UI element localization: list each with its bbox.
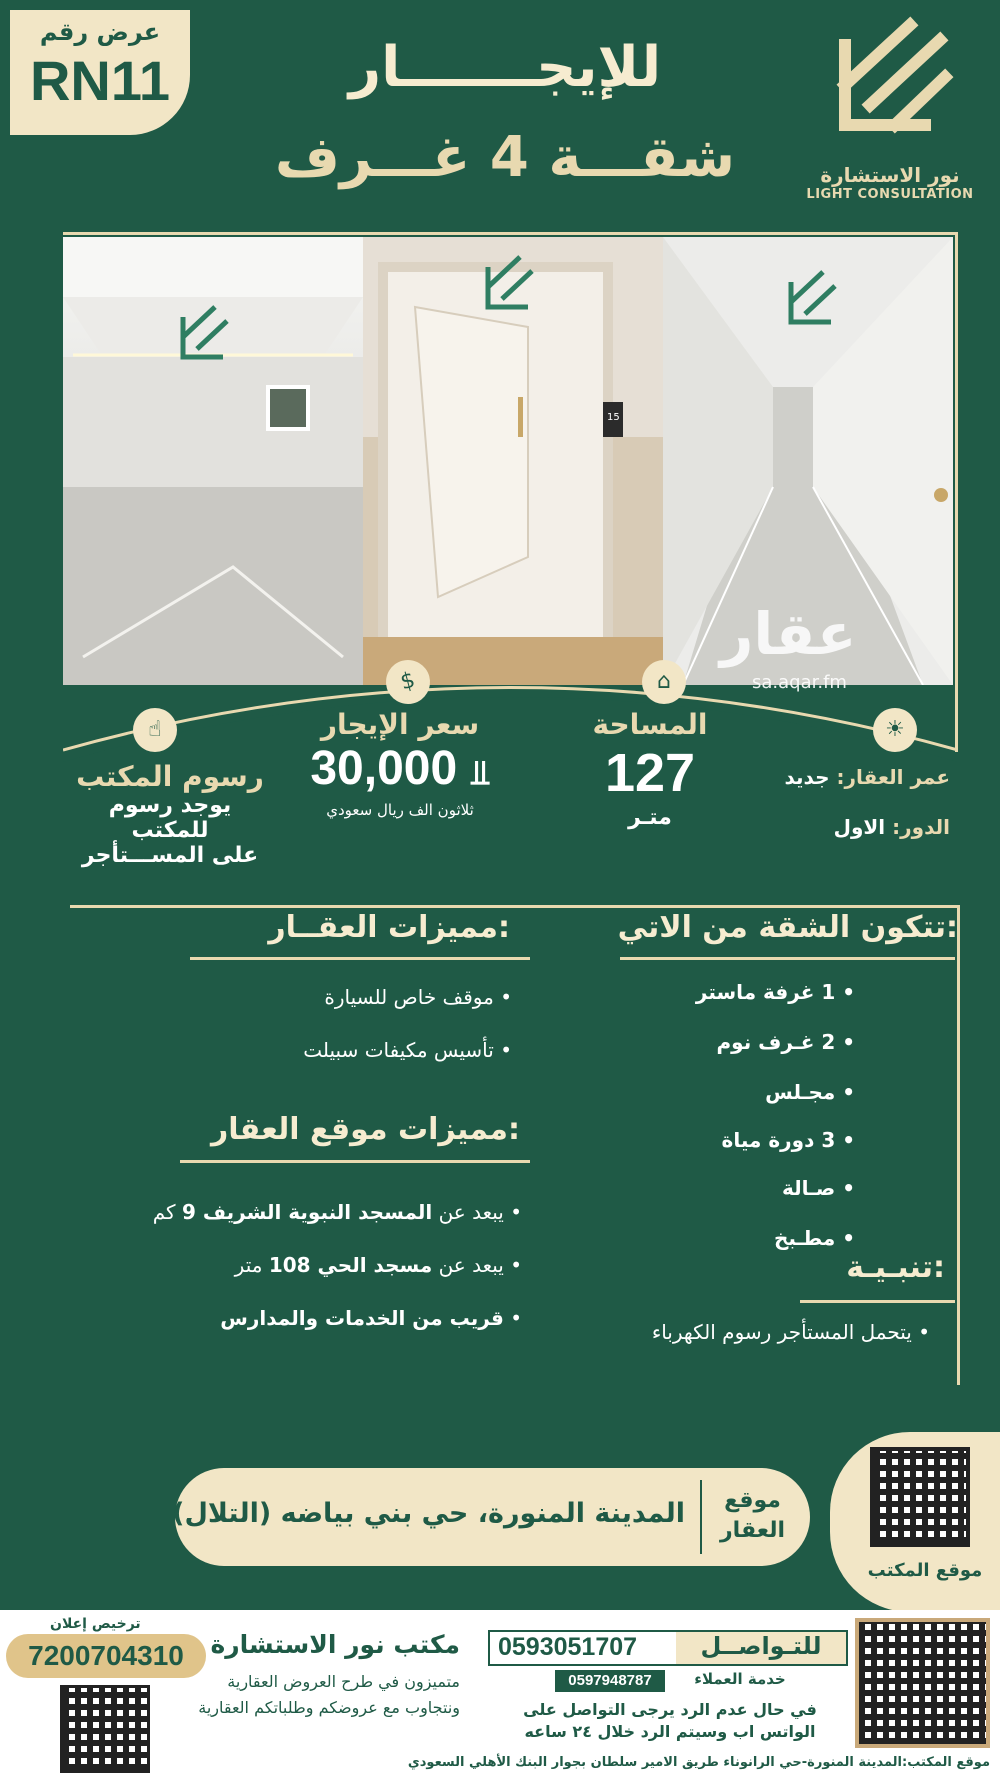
office-fees	[70, 760, 270, 868]
feature-item: • موقف خاص للسيارة	[324, 985, 512, 1009]
composition-item: • مجـلس	[765, 1080, 855, 1104]
age-label: عمر العقار:	[836, 765, 950, 789]
divider	[800, 1300, 955, 1303]
page-title: للإيجـــــــار	[348, 35, 662, 100]
age-value: جديد	[784, 765, 830, 789]
area-icon: ⌂	[642, 660, 686, 704]
divider	[180, 1160, 530, 1163]
offer-label: عرض رقم	[39, 18, 161, 46]
location-value: المدينة المنورة، حي بني بياضه (التلال)	[172, 1498, 685, 1529]
divider	[190, 957, 530, 960]
area-title: المساحة	[592, 708, 708, 741]
photo-room	[63, 237, 363, 685]
price-title: سعر الإيجار	[320, 708, 480, 741]
notice-heading: تنبـيـة:	[846, 1250, 945, 1285]
area	[560, 708, 740, 830]
location-feature-item: • قريب من الخدمات والمدارس	[220, 1306, 522, 1330]
composition-item: • 3 دورة مياة	[721, 1128, 855, 1152]
notice-item: • يتحمل المستأجر رسوم الكهرباء	[651, 1320, 930, 1344]
divider	[700, 1480, 702, 1554]
office-tagline: متميزون في طرح العروض العقارية	[227, 1672, 460, 1691]
composition-item: • 2 غـرف نوم	[716, 1030, 855, 1054]
location-label: موقع العقار	[720, 1488, 785, 1543]
property-location	[172, 1468, 810, 1566]
composition-item: • مطـبخ	[773, 1226, 855, 1250]
cs-phone[interactable]: 0597948787	[555, 1670, 665, 1692]
location-feature-item: • يبعد عن مسجد الحي 108 متر	[234, 1253, 522, 1277]
feature-item: • تأسيس مكيفات سبيلت	[303, 1038, 512, 1062]
floor-label: الدور:	[892, 815, 950, 839]
footer	[0, 1610, 1000, 1777]
divider	[70, 905, 960, 908]
location-feature-item: • يبعد عن المسجد النبوية الشريف 9 كم	[152, 1200, 522, 1224]
brand-mark-icon	[825, 15, 955, 155]
contact-box	[488, 1630, 848, 1666]
photo-entrance	[363, 237, 663, 685]
composition-item: • صـالة	[781, 1176, 855, 1200]
price-value: 30,000	[310, 742, 458, 795]
contact-phone[interactable]: 0593051707	[498, 1633, 638, 1661]
divider	[957, 905, 960, 1385]
composition-heading: تتكون الشقة من الاتي:	[617, 910, 958, 945]
office-name: مكتب نور الاستشارة	[210, 1630, 460, 1659]
office-tagline: ونتجاوب مع عروضكم وطلباتكم العقارية	[198, 1698, 460, 1717]
property-floor	[834, 815, 950, 839]
door-number: 15	[607, 412, 620, 423]
fees-line1: يوجد رسوم للمكتب	[108, 793, 232, 843]
office-address: موقع المكتب:المدينة المنورة-حي الرانوناء طريق الامير سلطان بجوار البنك الأهلي السعودي	[407, 1755, 990, 1770]
qr-code-icon	[870, 1447, 970, 1547]
page-subtitle: شقـــة 4 غـــرف	[274, 125, 736, 190]
location-features-heading: مميزات موقع العقار:	[210, 1112, 520, 1147]
watermark-url: sa.aqar.fm	[752, 672, 847, 693]
watermark-text: عقار	[720, 600, 857, 668]
offer-code: RN11	[29, 49, 171, 112]
contact-qr-icon[interactable]	[855, 1618, 990, 1748]
brand-name-en: LIGHT CONSULTATION	[806, 187, 974, 202]
brand-logo	[800, 15, 980, 215]
offer-badge	[10, 10, 190, 135]
divider	[620, 957, 955, 960]
license-label: ترخيص إعلان	[50, 1616, 141, 1632]
rent-price	[285, 708, 515, 819]
hand-money-icon: ☝	[133, 708, 177, 752]
price-tag-icon: $	[381, 655, 435, 709]
features-heading: مميزات العقــار:	[268, 910, 510, 945]
area-unit: متـر	[628, 805, 672, 830]
license-qr-icon	[60, 1685, 150, 1773]
riyal-symbol-icon: ⫫	[470, 754, 490, 792]
brand-name-ar: نور الاستشارة	[820, 163, 960, 187]
floor-value: الاول	[833, 815, 886, 839]
bulb-icon: ☀	[873, 708, 917, 752]
area-value: 127	[604, 743, 696, 803]
license-number: 7200704310	[6, 1634, 206, 1678]
composition-item: • 1 غرفة ماستر	[695, 980, 855, 1004]
price-words: ثلاثون الف ريال سعودي	[326, 801, 474, 819]
office-qr-label: موقع المكتب	[867, 1560, 983, 1581]
cs-label: خدمة العملاء	[694, 1670, 786, 1688]
fees-line2: على المســـتأجر	[81, 843, 259, 868]
contact-note: في حال عدم الرد يرجى التواصل على	[523, 1700, 817, 1719]
office-location-qr[interactable]	[830, 1432, 1000, 1612]
fees-title: رسوم المكتب	[76, 760, 264, 793]
contact-note: الواتس اب وسيتم الرد خلال ٢٤ ساعه	[524, 1722, 816, 1741]
property-age	[784, 765, 950, 789]
contact-label: للتـواصــل	[676, 1632, 846, 1664]
